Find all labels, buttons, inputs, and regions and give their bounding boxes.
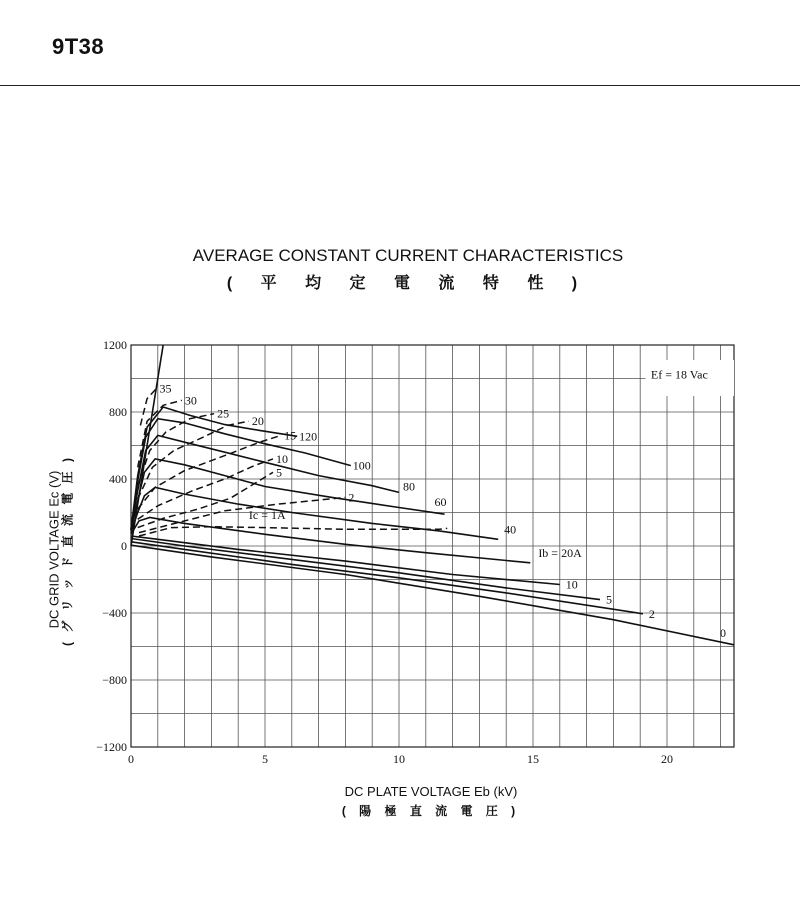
plate-current-label: 120 <box>299 429 318 444</box>
x-tick-label: 0 <box>128 752 134 766</box>
y-tick-label: −400 <box>102 606 127 620</box>
y-tick-label: 0 <box>121 539 127 553</box>
y-tick-label: −800 <box>102 673 127 687</box>
x-tick-label: 15 <box>527 752 539 766</box>
filament-voltage-annotation: Ef = 18 Vac <box>650 367 708 382</box>
grid-current-label: 20 <box>251 414 264 429</box>
chart-subtitle: ( 平 均 定 電 流 特 性 ) <box>226 275 590 292</box>
y-tick-label: 400 <box>109 472 127 486</box>
y-tick-label: −1200 <box>96 740 127 754</box>
plate-current-label: Ib = 20A <box>538 545 582 560</box>
grid-current-label: Ic = 1A <box>248 508 286 523</box>
x-tick-label: 5 <box>262 752 268 766</box>
grid-current-label: 5 <box>276 465 283 480</box>
x-tick-label: 20 <box>661 752 673 766</box>
plate-current-label: 80 <box>403 479 415 494</box>
plate-current-label: 2 <box>648 606 655 621</box>
plate-current-label: 5 <box>606 592 612 607</box>
y-axis-label: DC GRID VOLTAGE Ec (V) <box>46 470 62 629</box>
plate-current-label: 60 <box>434 495 447 510</box>
plate-current-label: 10 <box>565 577 578 592</box>
x-axis-label-jp: ( 陽 極 直 流 電 圧 ) <box>341 804 521 818</box>
y-tick-label: 800 <box>109 405 127 419</box>
plate-current-curve <box>131 539 600 600</box>
x-tick-label: 10 <box>393 752 405 766</box>
grid-current-label: 2 <box>348 490 355 505</box>
y-axis-label-jp: ( グ リ ッ ド 直 流 電 圧 ) <box>60 455 75 646</box>
grid-current-label: 30 <box>184 393 197 408</box>
plate-current-curve <box>131 459 445 531</box>
grid-current-label: 15 <box>284 428 297 443</box>
y-tick-label: 1200 <box>103 338 127 352</box>
grid-current-label: 35 <box>159 381 172 396</box>
chart-title: AVERAGE CONSTANT CURRENT CHARACTERISTICS <box>192 246 624 265</box>
plate-current-curve <box>131 545 734 645</box>
page-model-title: 9T38 <box>52 34 105 59</box>
plate-current-curve <box>131 518 530 563</box>
plate-current-label: 0 <box>720 625 726 640</box>
x-axis-label: DC PLATE VOLTAGE Eb (kV) <box>344 784 518 799</box>
grid-current-label: 25 <box>217 406 230 421</box>
plate-current-label: 40 <box>504 522 517 537</box>
grid-current-curve <box>139 527 447 536</box>
plate-current-label: 100 <box>352 458 371 473</box>
grid-current-label: 10 <box>276 451 289 466</box>
